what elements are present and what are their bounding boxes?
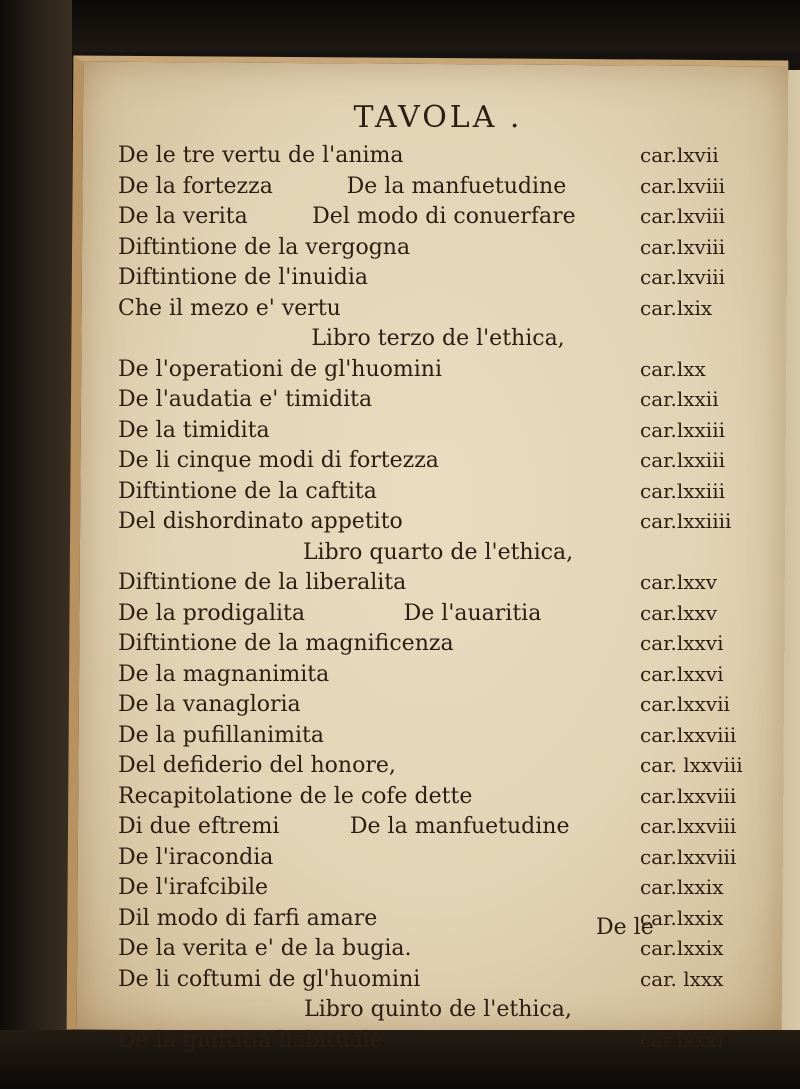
entry-label: De la pufillanimita <box>118 722 324 748</box>
entry-label: Recapitolatione de le cofe dette <box>118 783 473 809</box>
entry-label: Diftintione de l'inuidia <box>118 265 368 290</box>
toc-entry <box>118 387 758 418</box>
entry-folio: car.lxxv <box>640 570 718 594</box>
entry-folio: car.lxvii <box>640 143 719 167</box>
toc-entry <box>118 143 758 174</box>
entry-label: De la fortezza <box>118 173 273 199</box>
entry-second-label: Del modo di conuerfare <box>312 204 576 229</box>
toc-entry <box>118 967 758 998</box>
toc-entry <box>118 784 758 815</box>
toc-entry <box>118 296 758 327</box>
entry-label: Di due eftremi <box>118 814 280 839</box>
toc-entry <box>118 631 758 662</box>
entry-label: De le tre vertu de l'anima <box>118 143 404 168</box>
entry-label: De la vanagloria <box>118 692 301 717</box>
toc-entry <box>118 906 758 937</box>
entry-label: Del defiderio del honore, <box>118 753 396 778</box>
entry-folio: car.lxxviii <box>640 722 737 747</box>
entry-label: De l'irafcibile <box>118 875 269 900</box>
entry-folio: car.lxxviii <box>640 783 737 808</box>
toc-entry <box>118 357 758 388</box>
entry-folio: car.lxxv <box>640 600 718 625</box>
entry-label: De la prodigalita <box>118 600 305 626</box>
entry-label: Dil modo di farfi amare <box>118 905 378 931</box>
entry-folio: car.lxviii <box>640 234 726 259</box>
toc-entry <box>118 845 758 876</box>
entry-label: De l'iracondia <box>118 844 274 870</box>
entry-label: Del dishordinato appetito <box>118 509 403 534</box>
entry-folio: car.lxxiii <box>640 417 725 442</box>
entry-label: De la timidita <box>118 417 270 443</box>
entry-folio: car.lxxix <box>640 936 724 960</box>
entry-label: Diftintione de la vergogna <box>118 234 411 260</box>
entry-label: Diftintione de la magnificenza <box>118 631 454 656</box>
entry-label: Che il mezo e' vertu <box>118 295 341 321</box>
entry-folio: car.lxxiii <box>640 448 725 472</box>
toc-entry <box>118 204 758 235</box>
entry-label: De la verita e' de la bugia. <box>118 936 412 961</box>
toc-entry <box>118 875 758 906</box>
toc-entry <box>118 601 758 632</box>
entry-folio: car.lxviii <box>640 204 726 228</box>
entry-folio: car.lxxiiii <box>640 509 732 533</box>
entry-folio: car.lxxviii <box>640 814 737 838</box>
entry-folio: car.lxx <box>640 356 706 381</box>
entry-folio: car.lxxvi <box>640 661 724 686</box>
toc-entry <box>118 418 758 449</box>
toc-entry <box>118 174 758 205</box>
entry-label: Diftintione de la liberalita <box>118 570 407 595</box>
book-heading: Libro terzo de l'ethica, <box>311 326 565 351</box>
entry-folio: car.lxxxi <box>640 1027 724 1052</box>
toc-entry <box>118 723 758 754</box>
entry-label: De li cinque modi di fortezza <box>118 448 439 473</box>
entry-label: De li coftumi de gl'huomini <box>118 966 421 992</box>
entry-label: De la magnanimita <box>118 661 330 687</box>
entry-folio: car. lxxviii <box>640 753 743 777</box>
toc-entry <box>118 235 758 266</box>
toc-entry <box>118 692 758 723</box>
entry-folio: car.lxviii <box>640 173 726 198</box>
entry-second-label: De la manfuetudine <box>349 814 570 839</box>
toc-entry <box>118 448 758 479</box>
toc-entry <box>118 570 758 601</box>
entry-label: De l'audatia e' timidita <box>118 387 373 412</box>
book-heading: Libro quinto de l'ethica, <box>304 997 572 1022</box>
book-binding-left <box>0 0 72 1089</box>
page-title: TAVOLA . <box>353 100 523 135</box>
catchword: De le <box>596 915 654 940</box>
entry-folio: car.lxxix <box>640 905 724 930</box>
entry-folio: car.lxxviii <box>640 844 737 869</box>
toc-entry <box>118 509 758 540</box>
entry-folio: car.lxxvii <box>640 692 730 716</box>
table-of-contents <box>118 100 758 1058</box>
toc-entry <box>118 936 758 967</box>
entry-folio: car.lxviii <box>640 265 726 289</box>
entry-label: Diftintione de la caftita <box>118 478 377 504</box>
entry-label: De la giuftitia habituale <box>118 1027 383 1053</box>
entry-second-label: De l'auaritia <box>403 600 542 626</box>
entry-second-label: De la manfuetudine <box>346 173 567 199</box>
entry-folio: car.lxxii <box>640 387 719 411</box>
entry-folio: car.lxxix <box>640 875 724 899</box>
toc-entry <box>118 753 758 784</box>
toc-entry <box>118 479 758 510</box>
entry-label: De l'operationi de gl'huomini <box>118 356 442 382</box>
toc-entry <box>118 814 758 845</box>
toc-list <box>118 143 758 1058</box>
toc-entry <box>118 265 758 296</box>
entry-folio: car. lxxx <box>640 966 724 991</box>
book-heading: Libro quarto de l'ethica, <box>302 539 574 565</box>
entry-folio: car.lxix <box>640 295 713 320</box>
toc-entry <box>118 1028 758 1059</box>
toc-entry <box>118 662 758 693</box>
entry-folio: car.lxxvi <box>640 631 724 655</box>
entry-folio: car.lxxiii <box>640 478 725 503</box>
entry-label: De la verita <box>118 204 248 229</box>
book-cover-top <box>0 0 800 52</box>
